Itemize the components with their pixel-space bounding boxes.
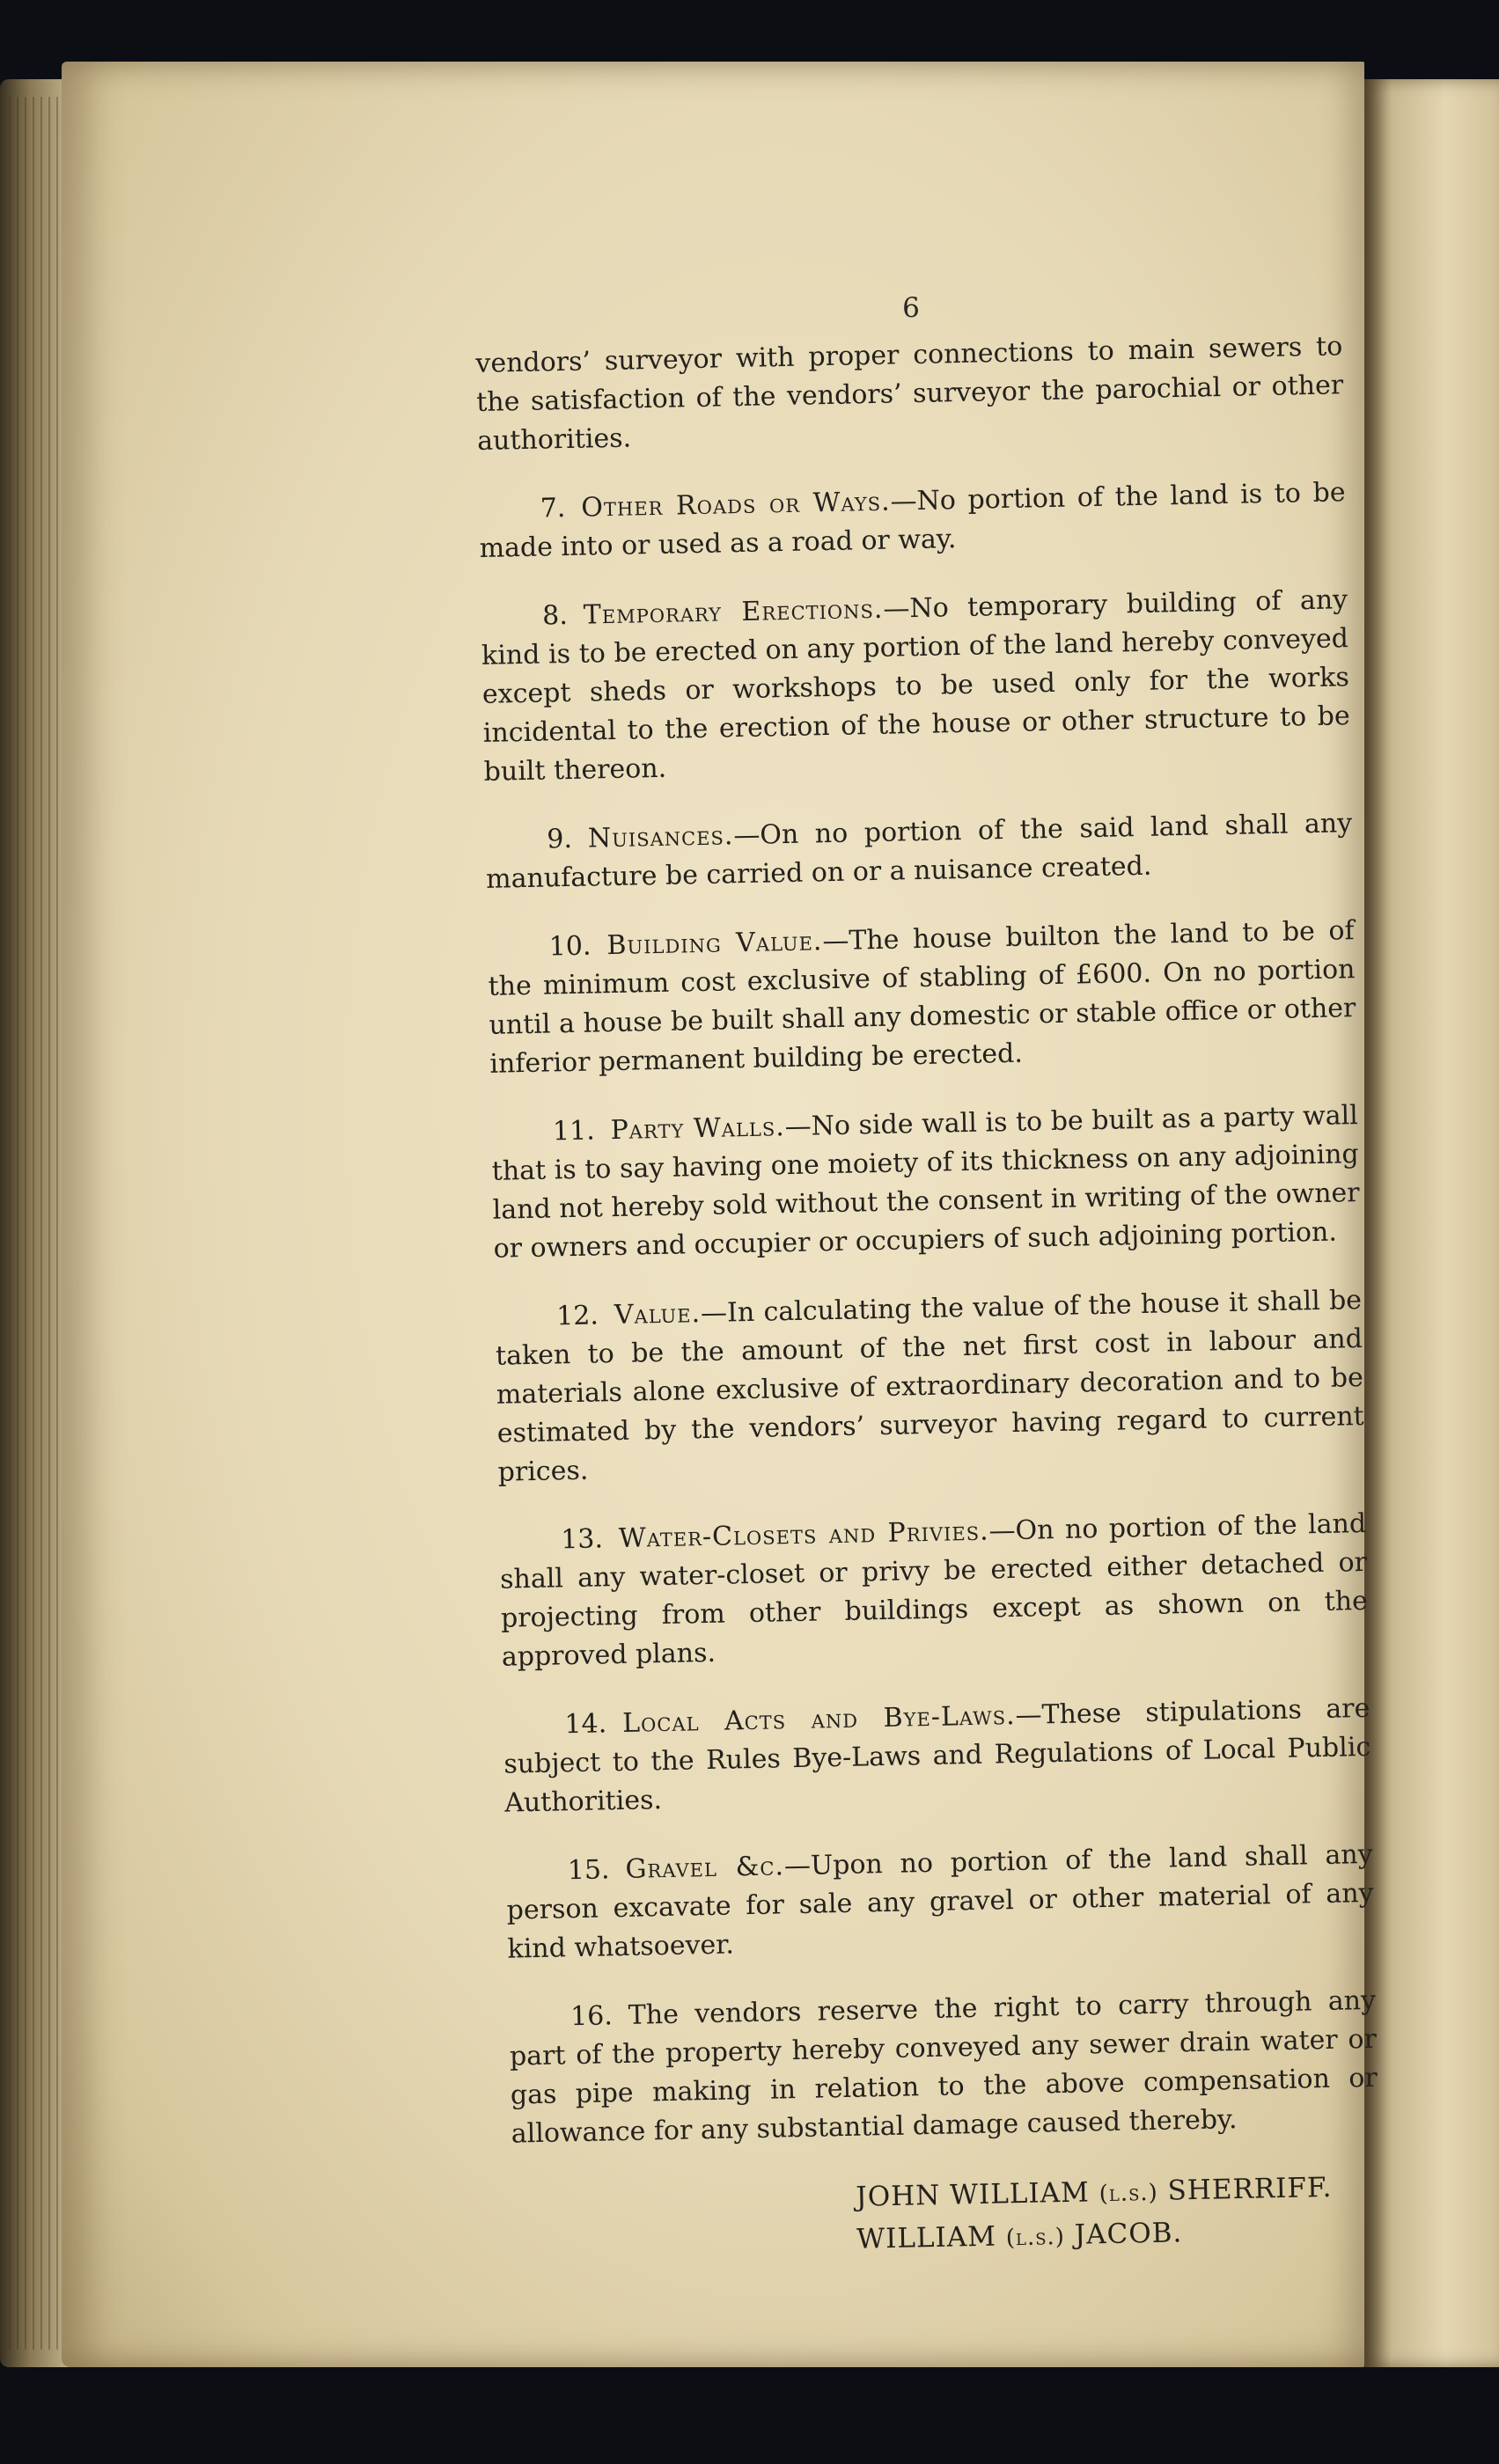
clause-text: The vendors reserve the right to carry through any part of the property hereby conveyed any sewer drain water or gas pipe making in relation to the above compensation or allowance for any substantial damage caused thereby. — [509, 1984, 1378, 2150]
clause-text: —No portion of the land is to be made into or used as a road or way. — [479, 477, 1346, 564]
signatory-first-name: WILLIAM — [856, 2220, 997, 2255]
clause-text: —In calculating the value of the house it shall be taken to be the amount of the net first cost in labour and materials alone exclusive of extraordinary decoration and to be estimated by the vendors’ surveyor having regard to current prices. — [495, 1285, 1364, 1488]
clause-text: —The house builton the land to be of the minimum cost exclusive of stabling of £600. On no portion until a house be built shall any domestic or stable office or other inferior permanent building be erected. — [488, 915, 1356, 1080]
signatory-first-name: JOHN WILLIAM — [855, 2176, 1091, 2213]
clause-text: —No side wall is to be built as a party wall that is to say having one moiety of its thickness on any adjoining land not hereby sold without the consent in writing of the owner or owners and occupier or occupiers of such adjoining portion. — [491, 1100, 1360, 1265]
clause-number: 13. — [560, 1523, 604, 1556]
clause-heading: Local Acts and Bye-Laws. — [621, 1700, 1016, 1739]
clause-text: —No temporary building of any kind is to be erected on any portion of the land hereby conveyed except sheds or workshops to be used only for the works incidental to the erection of the house or other structure to be built thereon. — [481, 584, 1351, 788]
clause-number: 15. — [567, 1854, 610, 1887]
clause-number: 9. — [546, 823, 573, 855]
signatory-surname: JACOB. — [1074, 2217, 1183, 2251]
clause-7 — [478, 473, 1347, 568]
clause-14 — [503, 1690, 1371, 1823]
clause-heading: Other Roads or Ways. — [581, 486, 891, 524]
clause-number: 12. — [555, 1300, 599, 1332]
clause-11 — [491, 1096, 1361, 1269]
clause-13 — [499, 1505, 1369, 1677]
clause-heading: Nuisances. — [587, 820, 734, 854]
clause-heading: Value. — [614, 1298, 702, 1331]
clause-text: —On no portion of the land shall any water-closet or privy be erected either detached or projecting from other buildings except as shown on the approved plans. — [499, 1507, 1369, 1673]
clause-number: 16. — [569, 2000, 614, 2033]
page-number: 6 — [902, 292, 920, 324]
clause-heading: Building Value. — [606, 926, 823, 962]
signatory-surname: SHERRIFF. — [1167, 2171, 1333, 2207]
clause-heading: Temporary Erections. — [583, 593, 884, 631]
seal-mark: (l.s.) — [1099, 2179, 1159, 2208]
signature-block — [856, 2167, 1381, 2262]
clause-number: 11. — [552, 1115, 596, 1148]
clause-heading: Gravel &c. — [625, 1851, 785, 1885]
clause-number: 8. — [541, 599, 569, 632]
clause-16 — [509, 1982, 1378, 2154]
clause-number: 14. — [564, 1708, 607, 1741]
clause-number: 7. — [540, 492, 566, 524]
clause-text: —These stipulations are subject to the Rules Bye-Laws and Regulations of Local Public Authorities. — [503, 1692, 1371, 1819]
clause-number: 10. — [548, 930, 592, 963]
clause-15 — [505, 1836, 1374, 1969]
clause-10 — [487, 912, 1356, 1084]
clause-heading: Party Walls. — [610, 1111, 786, 1147]
adjacent-page-edge — [1364, 79, 1499, 2367]
clause-8 — [481, 581, 1351, 792]
page-body — [475, 327, 1381, 2268]
clause-9 — [485, 804, 1354, 899]
seal-mark: (l.s.) — [1005, 2223, 1066, 2252]
clause-heading: Water-Closets and Privies. — [618, 1515, 989, 1554]
clause-text: —On no portion of the said land shall any manufacture be carried on or a nuisance created. — [485, 808, 1353, 895]
clause-text: —Upon no portion of the land shall any person excavate for sale any gravel or other material of any kind whatsoever. — [506, 1838, 1374, 1965]
clause-12 — [495, 1281, 1365, 1492]
opening-paragraph: vendors’ surveyor with proper connections to main sewers to the satisfaction of the vendors’ surveyor the parochial or other authorities. — [475, 331, 1344, 457]
